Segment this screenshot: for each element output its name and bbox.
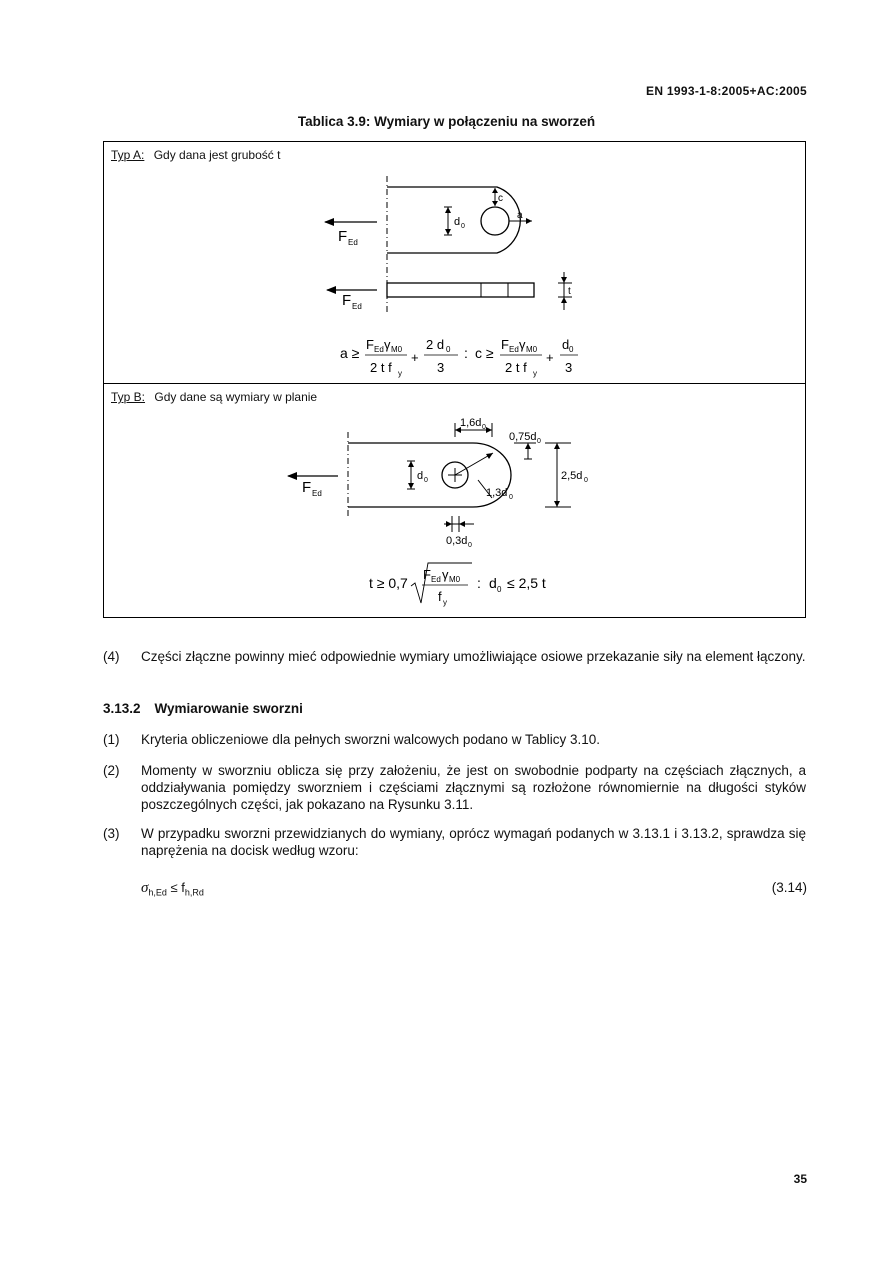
type-a-diagram (0, 0, 893, 620)
equation-relation: ≤ f (170, 880, 185, 895)
pin-hole (481, 207, 509, 235)
paragraph-2 (103, 762, 806, 813)
section-heading (103, 701, 303, 716)
svg-text:2 t f: 2 t f (505, 360, 527, 375)
svg-text:0: 0 (461, 223, 465, 230)
paragraph-text: Części złączne powinny mieć odpowiednie wymiary umożliwiające osiowe przekazanie siły na element łączony. (141, 649, 806, 664)
sigma-symbol: σ (141, 880, 149, 896)
paragraph-number: (3) (103, 826, 120, 841)
equation-number: (3.14) (771, 880, 807, 895)
section-title: Wymiarowanie sworzni (154, 701, 303, 716)
paragraph-4 (103, 648, 806, 665)
type-b-diagram (287, 417, 588, 549)
paragraph-1 (103, 731, 806, 748)
dim-a-label: a (517, 210, 523, 221)
dim-c-label: c (498, 193, 503, 204)
paragraph-3 (103, 825, 806, 859)
paragraph-number: (1) (103, 732, 120, 747)
svg-text:y: y (398, 369, 402, 378)
dim-d0-label: d (454, 216, 461, 228)
svg-text:γ: γ (519, 337, 526, 352)
svg-text:0,3d: 0,3d (446, 535, 468, 547)
f-subscript: h,Rd (184, 887, 204, 898)
type-b-formula (369, 563, 546, 607)
svg-text:0: 0 (468, 542, 472, 549)
svg-text:0: 0 (569, 345, 574, 354)
svg-text:F: F (366, 337, 374, 352)
type-a-label: Typ A: (111, 148, 145, 162)
svg-text:F: F (423, 567, 431, 582)
svg-text:a ≥: a ≥ (340, 345, 360, 361)
svg-text:d: d (489, 575, 497, 591)
svg-text:0: 0 (537, 438, 541, 445)
equation-3-14 (141, 880, 204, 898)
svg-text:≤ 2,5 t: ≤ 2,5 t (507, 575, 546, 591)
svg-text:y: y (443, 598, 447, 607)
force-label-bottom: F (342, 292, 352, 309)
paragraph-text: Momenty w sworzniu oblicza się przy założeniu, że jest on swobodnie podparty na częściach złącznych, a oddziaływania pomiędzy sworzniem i częściami złącznymi są rozłożone równomiernie na długości styków poszczególnych części, jak pokazano na Rysunku 3.11. (141, 763, 806, 812)
section-number: 3.13.2 (103, 701, 141, 716)
svg-text:Ed: Ed (312, 489, 322, 498)
type-a-description: Gdy dana jest grubość t (153, 148, 281, 162)
svg-text:+: + (546, 350, 554, 365)
type-b-description: Gdy dane są wymiary w planie (154, 390, 318, 404)
paragraph-text: W przypadku sworzni przewidzianych do wymiany, oprócz wymagań podanych w 3.13.1 i 3.13.2, sprawdza się naprężenia na docisk według wzoru: (141, 826, 806, 858)
paragraph-text: Kryteria obliczeniowe dla pełnych sworzni walcowych podano w Tablicy 3.10. (141, 732, 600, 747)
svg-text::: : (464, 345, 468, 361)
svg-text:t ≥ 0,7: t ≥ 0,7 (369, 575, 408, 591)
svg-text:3: 3 (437, 360, 445, 375)
svg-text:f: f (438, 589, 442, 604)
page-number: 35 (793, 1172, 807, 1186)
svg-text:0: 0 (446, 345, 451, 354)
svg-text:M0: M0 (391, 345, 403, 354)
svg-text:0: 0 (424, 477, 428, 484)
svg-text:c ≥: c ≥ (475, 345, 494, 361)
svg-text:γ: γ (384, 337, 391, 352)
dim-t-label: t (568, 286, 571, 297)
svg-text:Ed: Ed (374, 345, 384, 354)
type-b-label: Typ B: (111, 390, 146, 404)
type-a-formula (340, 337, 578, 378)
svg-text:y: y (533, 369, 537, 378)
paragraph-number: (2) (103, 763, 120, 778)
svg-text:2,5d: 2,5d (561, 470, 583, 482)
svg-text:Ed: Ed (509, 345, 519, 354)
svg-text:1,6d: 1,6d (460, 417, 482, 429)
plate-side-view (387, 283, 534, 297)
svg-text:d: d (562, 337, 570, 352)
svg-text:1,3d: 1,3d (486, 487, 508, 499)
force-label-top: F (338, 228, 348, 245)
svg-text:0: 0 (497, 585, 502, 594)
paragraph-number: (4) (103, 649, 120, 664)
svg-text:2 t f: 2 t f (370, 360, 392, 375)
svg-text:γ: γ (442, 567, 449, 582)
svg-text:0: 0 (584, 477, 588, 484)
table-title: Tablica 3.9: Wymiary w połączeniu na sworzeń (297, 114, 596, 129)
svg-text:Ed: Ed (352, 302, 362, 311)
svg-text:0,75d: 0,75d (509, 431, 537, 443)
svg-text:0: 0 (482, 424, 486, 431)
svg-text:+: + (411, 350, 419, 365)
svg-text:d: d (417, 470, 424, 482)
type-b-caption (111, 390, 317, 404)
standard-header: EN 1993-1-8:2005+AC:2005 (646, 84, 807, 98)
svg-text:2 d: 2 d (426, 337, 445, 352)
svg-text:M0: M0 (526, 345, 538, 354)
svg-text:F: F (302, 479, 312, 496)
svg-text:M0: M0 (449, 575, 461, 584)
sigma-subscript: h,Ed (148, 887, 167, 898)
svg-text:0: 0 (509, 494, 513, 501)
svg-text:F: F (501, 337, 509, 352)
svg-text:Ed: Ed (431, 575, 441, 584)
svg-text:Ed: Ed (348, 238, 358, 247)
svg-text:3: 3 (565, 360, 573, 375)
svg-text::: : (477, 575, 481, 591)
